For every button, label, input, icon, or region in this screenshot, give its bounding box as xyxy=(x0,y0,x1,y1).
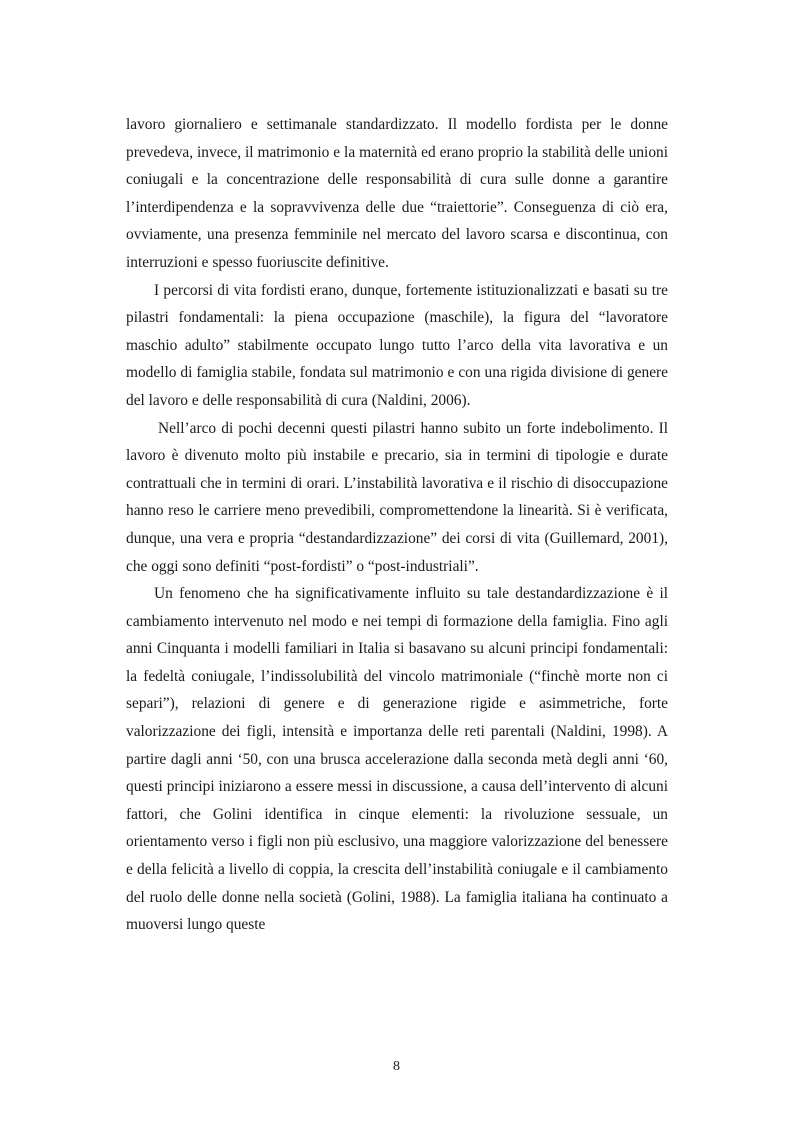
paragraph: Un fenomeno che ha significativamente influito su tale destandardizzazione è il cambiamento intervenuto nel modo e nei tempi di formazione della famiglia. Fino agli anni Cinquanta i modelli familiari in Italia si basavano su alcuni principi fondamentali: la fedeltà coniugale, l’indissolubilità del vincolo matrimoniale (“finchè morte non ci separi”), relazioni di genere e di generazione rigide e asimmetriche, forte valorizzazione dei figli, intensità e importanza delle reti parentali (Naldini, 1998). A partire dagli anni ‘50, con una brusca accelerazione dalla seconda metà degli anni ‘60, questi principi iniziarono a essere messi in discussione, a causa dell’intervento di alcuni fattori, che Golini identifica in cinque elementi: la rivoluzione sessuale, un orientamento verso i figli non più esclusivo, una maggiore valorizzazione del benessere e della felicità a livello di coppia, la crescita dell’instabilità coniugale e il cambiamento del ruolo delle donne nella società (Golini, 1988). La famiglia italiana ha continuato a muoversi lungo queste xyxy=(126,585,668,934)
paragraph: Nell’arco di pochi decenni questi pilastri hanno subito un forte indebolimento. Il lavoro è divenuto molto più instabile e precario, sia in termini di tipologie e durate contrattuali che in termini di orari. L’instabilità lavorativa e il rischio di disoccupazione hanno reso le carriere meno prevedibili, compromettendone la linearità. Si è verificata, dunque, una vera e propria “destandardizzazione” dei corsi di vita (Guillemard, 2001), che oggi sono definiti “post-fordisti” o “post-industriali”. xyxy=(126,419,668,575)
paragraph-continued: lavoro giornaliero e settimanale standardizzato. Il modello fordista per le donne prevedeva, invece, il matrimonio e la maternità ed erano proprio la stabilità delle unioni coniugali e la concentrazione delle responsabilità di cura sulle donne a garantire l’interdipendenza e la sopravvivenza delle due “traiettorie”. Conseguenza di ciò era, ovviamente, una presenza femminile nel mercato del lavoro scarsa e discontinua, con interruzioni e spesso fuoriuscite definitive. xyxy=(126,116,668,271)
body-text xyxy=(126,111,668,939)
paragraph: I percorsi di vita fordisti erano, dunque, fortemente istituzionalizzati e basati su tre pilastri fondamentali: la piena occupazione (maschile), la figura del “lavoratore maschio adulto” stabilmente occupato lungo tutto l’arco della vita lavorativa e un modello di famiglia stabile, fondata sul matrimonio e con una rigida divisione di genere del lavoro e delle responsabilità di cura (Naldini, 2006). xyxy=(126,281,668,409)
page-number: 8 xyxy=(393,1059,400,1074)
